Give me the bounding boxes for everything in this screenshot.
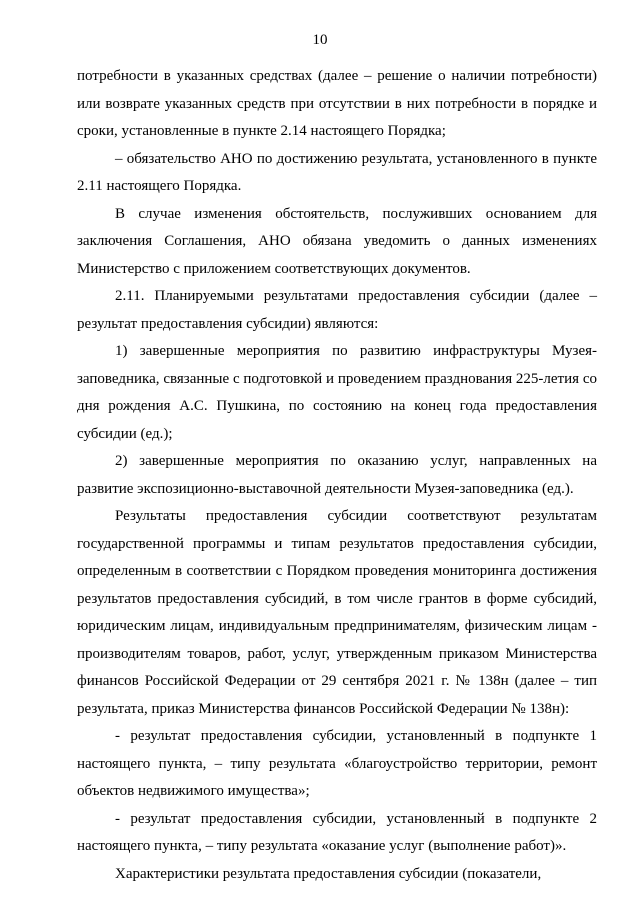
paragraph: В случае изменения обстоятельств, послуживших основанием для заключения Соглашения, АНО обязана уведомить о данных изменениях Министерство с приложением соответствующих документов. xyxy=(77,205,597,277)
page-number: 10 xyxy=(312,32,328,48)
paragraph: – обязательство АНО по достижению результата, установленного в пункте 2.11 настоящего Порядка. xyxy=(77,150,597,194)
paragraph: 2.11. Планируемыми результатами предоставления субсидии (далее – результат предоставления субсидии) являются: xyxy=(77,288,597,332)
paragraph: - результат предоставления субсидии, установленный в подпункте 2 настоящего пункта, – типу результата «оказание услуг (выполнение работ)». xyxy=(77,810,597,854)
paragraph: Характеристики результата предоставления субсидии (показатели, xyxy=(115,865,542,882)
paragraph: Результаты предоставления субсидии соответствуют результатам государственной программы и типам результатов предоставления субсидии, определенным в соответствии с Порядком проведения мониторинга достижения результатов предоставления субсидий, в том числе грантов в форме субсидий, юридическим лицам, индивидуальным предпринимателям, физическим лицам - производителям товаров, работ, услуг, утвержденным приказом Министерства финансов Российской Федерации от 29 сентября 2021 г. № 138н (далее – тип результата, приказ Министерства финансов Российской Федерации № 138н): xyxy=(77,508,597,717)
document-body xyxy=(77,63,597,888)
paragraph: - результат предоставления субсидии, установленный в подпункте 1 настоящего пункта, – типу результата «благоустройство территории, ремонт объектов недвижимого имущества»; xyxy=(77,728,597,799)
paragraph: 2) завершенные мероприятия по оказанию услуг, направленных на развитие экспозиционно-выставочной деятельности Музея-заповедника (ед.). xyxy=(77,453,597,497)
paragraph: 1) завершенные мероприятия по развитию инфраструктуры Музея-заповедника, связанные с подготовкой и проведением празднования 225-летия со дня рождения А.С. Пушкина, по состоянию на конец года предоставления субсидии (ед.); xyxy=(77,343,597,442)
paragraph: потребности в указанных средствах (далее – решение о наличии потребности) или возврате указанных средств при отсутствии в них потребности в порядке и сроки, установленные в пункте 2.14 настоящего Порядка; xyxy=(77,68,597,139)
